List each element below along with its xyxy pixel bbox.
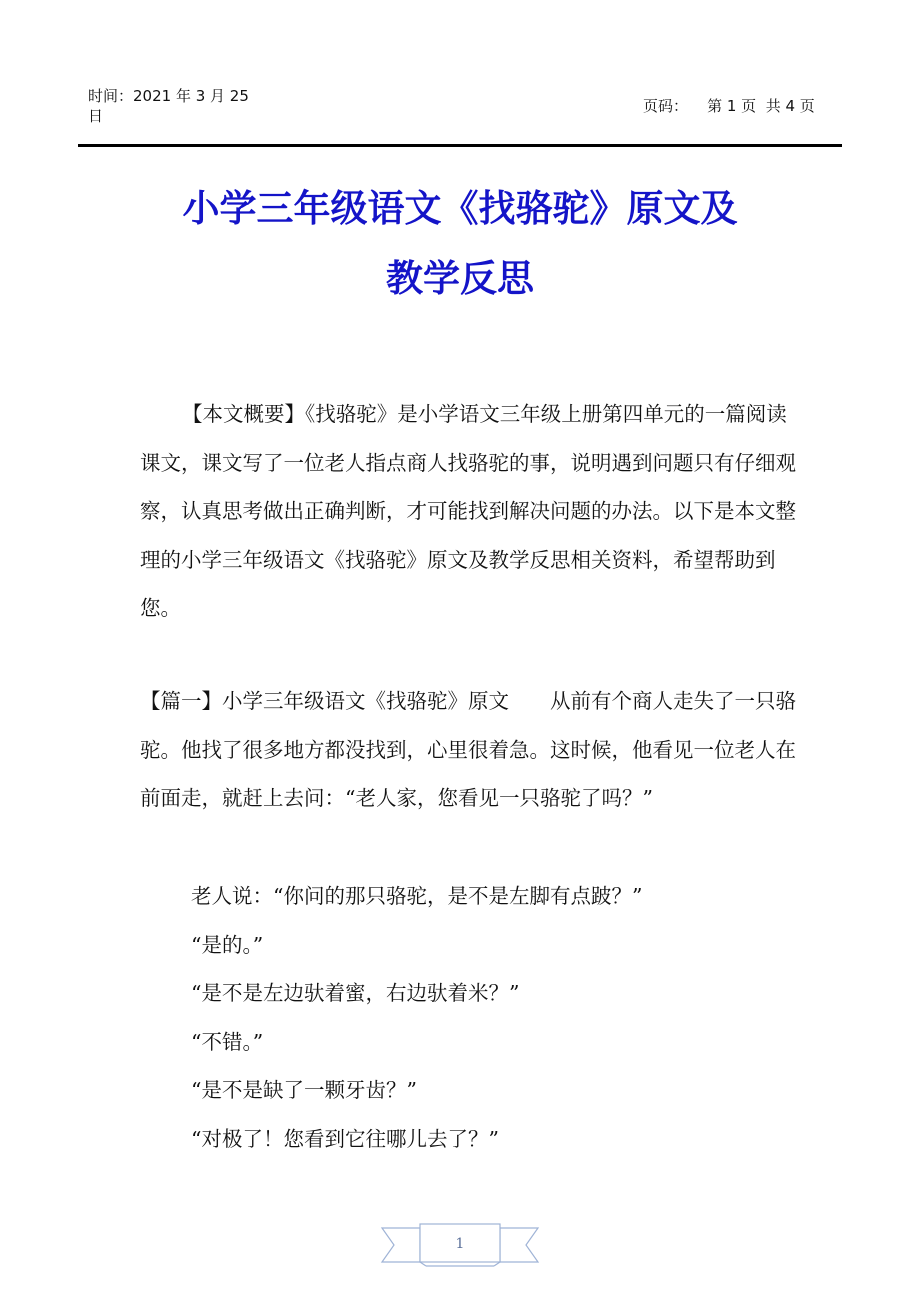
title-line1: 小学三年级语文《找骆驼》原文及 [182,187,738,230]
page-number: 1 [455,1236,465,1252]
page-footer [380,1222,540,1268]
dialogue-line: “对极了！您看到它往哪儿去了？” [191,1126,499,1151]
dialogue-block [191,872,811,1163]
header-date [88,86,268,126]
dialogue-line: 老人说：“你问的那只骆驼，是不是左脚有点跛？” [191,884,643,908]
header-date-line1: 时间：2021 年 3 月 25 [88,87,249,105]
dialogue-line: “不错。” [191,1029,264,1054]
dialogue-line: “是不是缺了一颗牙齿？” [191,1078,417,1102]
header-divider [78,144,842,147]
dialogue-line: “是的。” [191,932,264,957]
summary-paragraph: 【本文概要】《找骆驼》是小学语文三年级上册第四单元的一篇阅读课文，课文写了一位老人指点商人找骆驼的事，说明遇到问题只有仔细观察，认真思考做出正确判断，才可能找到解决问题的办法。以下是本文整理的小学三年级语文《找骆驼》原文及教学反思相关资料，希望帮助到您。 [140,402,796,620]
header-page-info: 页码： 第 1 页 共 4 页 [643,97,815,115]
title-line2: 教学反思 [386,257,534,300]
header-date-line2: 日 [88,107,104,125]
dialogue-line: “是不是左边驮着蜜，右边驮着米？” [191,981,520,1005]
document-title [100,174,820,314]
section-one-paragraph: 【篇一】小学三年级语文《找骆驼》原文 从前有个商人走失了一只骆驼。他找了很多地方都没找到，心里很着急。这时候，他看见一位老人在前面走，就赶上去问：“老人家，您看见一只骆驼了吗？” [140,689,796,810]
